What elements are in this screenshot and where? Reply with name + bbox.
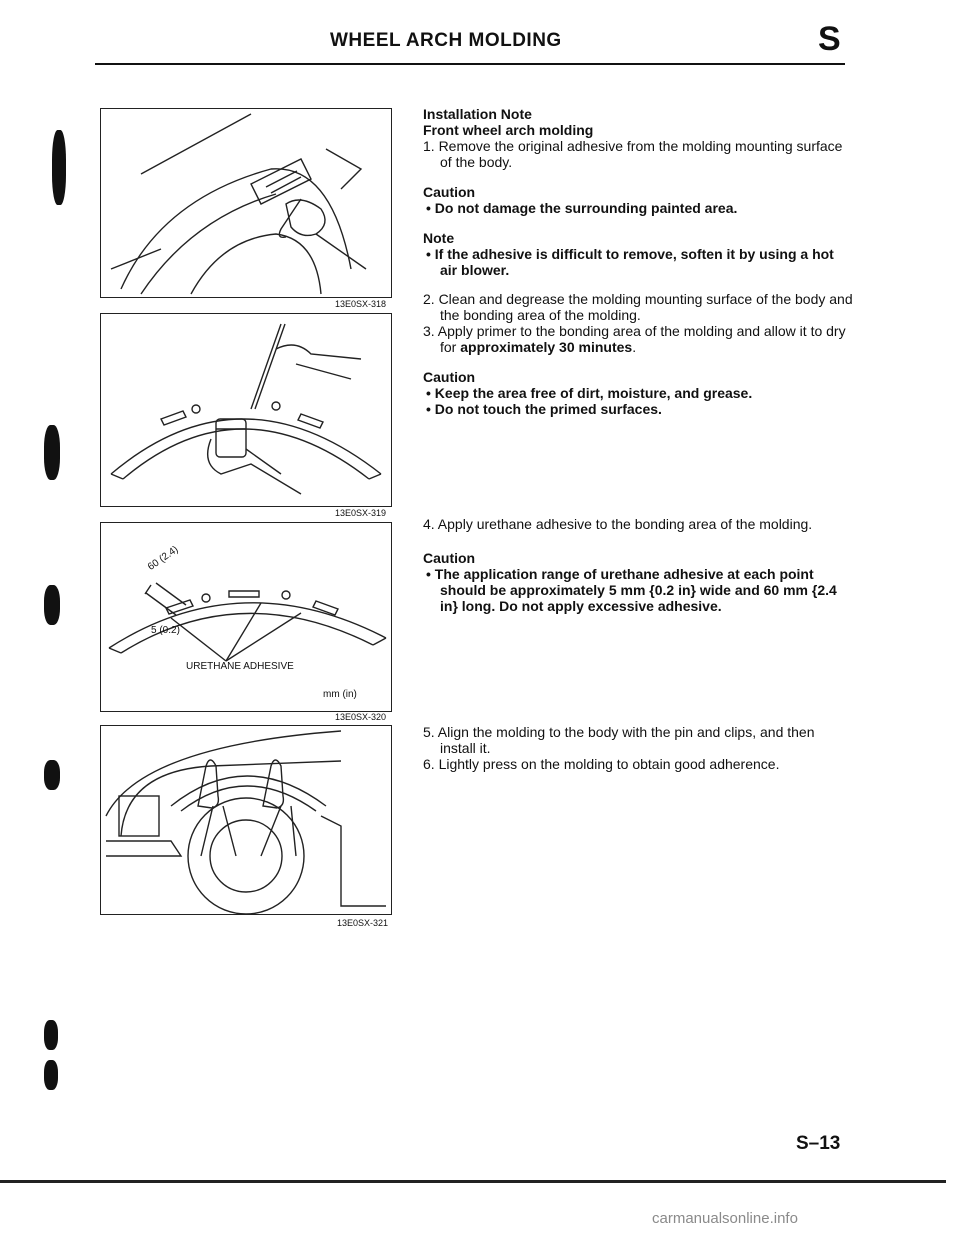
binding-mark [44, 585, 60, 625]
dim-width: 5 (0.2) [151, 625, 180, 636]
caution-1-title: Caution [423, 184, 476, 200]
section-letter: S [818, 20, 841, 58]
unit-label: mm (in) [323, 689, 357, 700]
dim-length: 60 (2.4) [145, 544, 181, 573]
figure-primer-application [100, 313, 392, 507]
installation-text-block-1 [423, 106, 853, 417]
binding-mark [44, 760, 60, 790]
caution-2-title: Caution [423, 369, 476, 385]
watermark: carmanualsonline.info [652, 1210, 798, 1227]
figure-urethane-adhesive [100, 522, 392, 712]
figure-code: 13E0SX-321 [337, 918, 389, 928]
figure-code: 13E0SX-319 [335, 508, 387, 518]
caution-3-item: • The application range of urethane adhesive at each point should be approximately 5 mm {0.2 in} wide and 60 mm {2.4 in} long. Do not apply excessive adhesive. [426, 566, 837, 614]
figure-adhesive-removal [100, 108, 392, 298]
step-6: 6. Lightly press on the molding to obtain good adherence. [423, 756, 780, 772]
installation-text-block-3 [423, 724, 853, 772]
binding-mark [44, 1060, 58, 1090]
step-4: 4. Apply urethane adhesive to the bonding area of the molding. [423, 516, 813, 532]
binding-mark [52, 130, 66, 205]
step-3: 3. Apply primer to the bonding area of the molding and allow it to dry for approximately 30 minutes. [423, 323, 846, 355]
note-title: Note [423, 230, 455, 246]
installation-text-block-2 [423, 516, 853, 614]
step-1: 1. Remove the original adhesive from the molding mounting surface of the body. [423, 138, 843, 170]
figure-press-molding [100, 725, 392, 915]
caution-2-item: • Do not touch the primed surfaces. [426, 401, 662, 417]
adhesive-label: URETHANE ADHESIVE [186, 661, 294, 672]
figure-code: 13E0SX-320 [335, 712, 387, 722]
binding-mark [44, 425, 60, 480]
header-rule [95, 63, 845, 65]
caution-1-item: • Do not damage the surrounding painted area. [426, 200, 738, 216]
step-5: 5. Align the molding to the body with the pin and clips, and then install it. [423, 724, 815, 756]
caution-2-item: • Keep the area free of dirt, moisture, and grease. [426, 385, 753, 401]
caution-3-title: Caution [423, 550, 476, 566]
heading-installation-note: Installation Note [423, 106, 532, 122]
step-2: 2. Clean and degrease the molding mounting surface of the body and the bonding area of the molding. [423, 291, 853, 323]
heading-front-wheel-arch: Front wheel arch molding [423, 122, 594, 138]
page-title: WHEEL ARCH MOLDING [330, 30, 562, 51]
note-item: • If the adhesive is difficult to remove, soften it by using a hot air blower. [426, 246, 834, 278]
footer-rule [0, 1180, 946, 1183]
page-number: S–13 [796, 1133, 841, 1154]
figure-code: 13E0SX-318 [335, 299, 387, 309]
binding-mark [44, 1020, 58, 1050]
